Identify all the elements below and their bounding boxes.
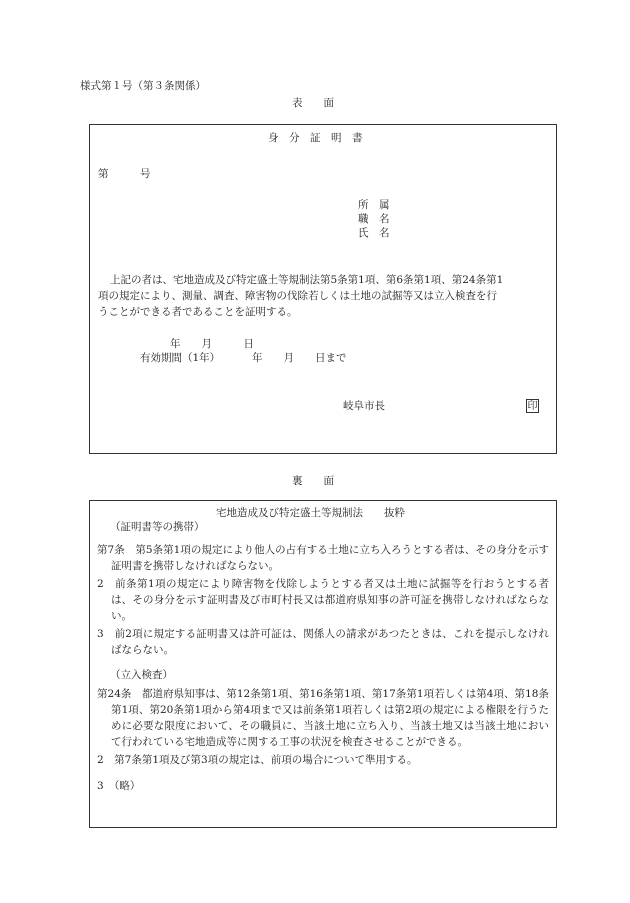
form-label: 様式第１号（第３条関係） <box>80 80 206 92</box>
name-label: 氏 名 <box>358 227 390 239</box>
back-label: 裏 面 <box>292 475 334 487</box>
affiliation-label: 所 属 <box>358 199 390 211</box>
section1-heading: （証明書等の携帯） <box>110 521 205 533</box>
excerpt-title: 宅地造成及び特定盛土等規制法 抜粋 <box>216 507 405 519</box>
article24-para1: 第24条 都道府県知事は、第12条第1項、第16条第1項、第17条第1項若しくは第4項、第18条第1項、第20条第1項から第4項まで又は前条第1項若しくは第2項の規定による権限を行うために必要な限度において、その職員に、当該土地に立ち入り、当該土地又は当該土地において行われている宅地造成等に関する工事の状況を検査させることができる。 <box>97 688 549 748</box>
section1-items <box>97 542 549 658</box>
front-label: 表 面 <box>292 97 334 109</box>
issuer-name: 岐阜市長 <box>343 400 385 412</box>
issue-date: 年 月 日 <box>170 338 254 350</box>
article7-para2: 2 前条第1項の規定により障害物を伐除しようとする者又は土地に試掘等を行おうとする者は、その身分を示す証明書及び市町村長又は都道府県知事の許可証を携帯しなければならない。 <box>97 578 549 622</box>
certificate-body-line-1: 上記の者は、宅地造成及び特定盛土等規制法第5条第1項、第6条第1項、第24条第1 <box>110 274 504 286</box>
certificate-body-line-2: 項の規定により、測量、調査、障害物の伐除若しくは土地の試掘等又は立入検査を行 <box>98 290 497 302</box>
validity-dates: 年 月 日まで <box>252 352 347 364</box>
validity-label: 有効期間（1年） <box>140 352 221 364</box>
section2-heading: （立入検査） <box>110 669 173 681</box>
certificate-number: 第 号 <box>98 168 151 180</box>
seal-mark: 印 <box>527 401 538 412</box>
certificate-title: 身 分 証 明 書 <box>268 132 363 144</box>
certificate-body-line-3: うことができる者であることを証明する。 <box>98 306 298 318</box>
section2-items <box>97 686 549 794</box>
article7-para3: 3 前2項に規定する証明書又は許可証は、関係人の請求があつたときは、これを提示しなければならない。 <box>97 628 549 656</box>
article7-para1: 第7条 第5条第1項の規定により他人の占有する土地に立ち入ろうとする者は、その身分を示す証明書を携帯しなければならない。 <box>97 544 549 572</box>
article24-para3: 3 （略） <box>97 780 141 792</box>
position-label: 職 名 <box>358 213 390 225</box>
article24-para2: 2 第7条第1項及び第3項の規定は、前項の場合について準用する。 <box>97 754 418 766</box>
